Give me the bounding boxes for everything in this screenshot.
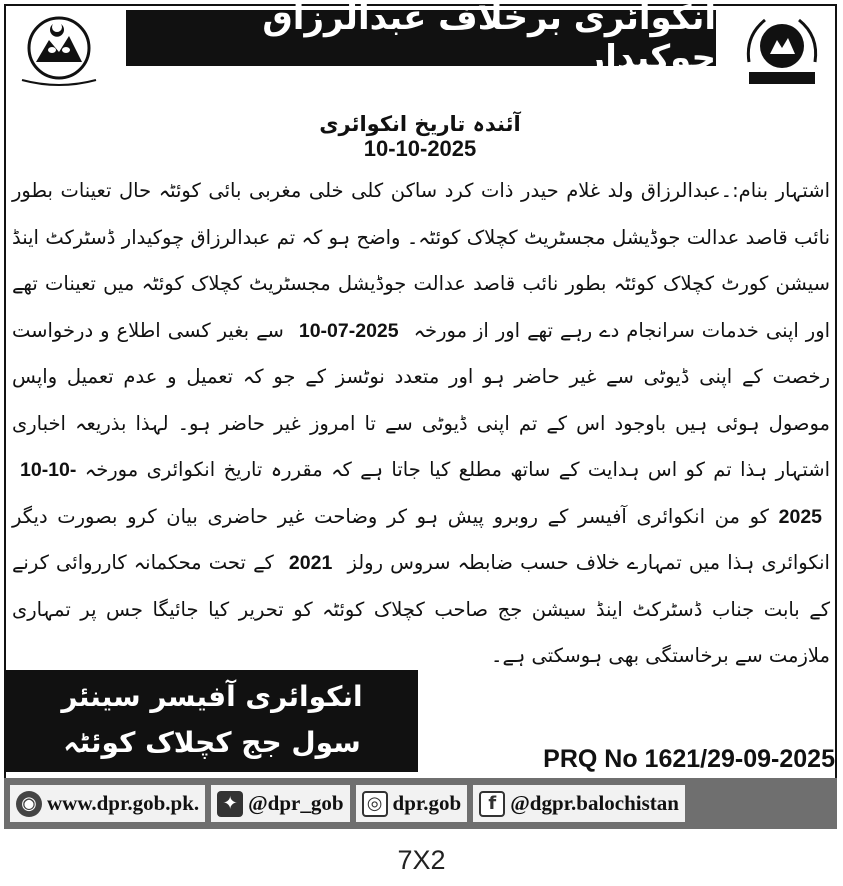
next-enquiry-label: آئندہ تاریخ انکوائری bbox=[319, 112, 521, 136]
body-line: عدالت جوڈیشل مجسٹریٹ کچلاک کوئٹہ۔ واضح ہو کہ تم عبدالرزاق چوکیدار ڈسٹرکٹ اینڈ سیشن کورٹ کچلاک bbox=[12, 225, 831, 295]
facebook-icon: f bbox=[479, 791, 505, 817]
body-line: اشتہار بنام:۔عبدالرزاق ولد غلام حیدر ذات کرد ساکن کلی خلی مغربی بائی کوئٹہ حال تعینات بطور نائب قاصد bbox=[12, 179, 830, 249]
next-enquiry-date-value: 10-10-2025 bbox=[363, 136, 477, 161]
twitter-text: @dpr_gob bbox=[248, 791, 344, 815]
instagram-text: dpr.gob bbox=[392, 791, 462, 815]
globe-icon: ◉ bbox=[16, 791, 42, 817]
officer-line-1: انکوائری آفیسر سینئر bbox=[61, 680, 363, 713]
body-line: کرنے کے بابت جناب ڈسٹرکٹ اینڈ سیشن جج صاحب کچلاک کوئٹہ کو تحریر کیا جائیگا جس پر تمہاری ملازمت bbox=[12, 551, 830, 667]
body-line: رہے تھے اور از مورخہ bbox=[413, 318, 593, 342]
dgpr-balochistan-logo bbox=[737, 10, 827, 90]
body-line: کو من انکوائری آفیسر کے روبرو پیش ہو کر وضاحت غیر حاضری بیان کرو bbox=[127, 504, 769, 528]
enquiry-date: 10-10-2025 bbox=[20, 459, 823, 528]
body-line: بصورت دیگر انکوائری ہذا میں تمہارے خلاف حسب ضابطہ سروس رولز bbox=[12, 504, 830, 574]
absent-since-date: 10-07-2025 bbox=[298, 319, 399, 342]
website-link[interactable] bbox=[10, 785, 205, 822]
body-line: حاضر ہو اور متعدد نوٹسز کے جو کہ تعمیل و عدم تعمیل واپس موصول ہوئی ہیں باوجود اس کے تم اپنی ڈیوٹی سے تا bbox=[12, 365, 830, 435]
next-enquiry-date bbox=[230, 112, 610, 162]
notice-title: انکوائری برخلاف عبدالرزاق چوکیدار bbox=[126, 10, 716, 66]
body-line: انکوائری مورخہ bbox=[84, 458, 216, 481]
balochistan-emblem-logo bbox=[14, 10, 104, 90]
facebook-text: @dgpr.balochistan bbox=[510, 791, 679, 815]
instagram-link[interactable] bbox=[356, 785, 468, 822]
facebook-link[interactable] bbox=[473, 785, 685, 822]
twitter-link[interactable] bbox=[211, 785, 349, 822]
social-footer bbox=[4, 778, 837, 829]
enquiry-officer-box bbox=[6, 670, 418, 772]
body-line: امروز غیر حاضر ہو۔ لہذا بذریعہ اخباری اشتہار ہذا تم کو اس ہدایت کے ساتھ مطلع کیا جاتا ہے کہ مقررہ تاریخ bbox=[12, 411, 831, 481]
rules-year: 2021 bbox=[288, 552, 333, 574]
body-line: سے برخاستگی بھی ہوسکتی ہے۔ bbox=[491, 644, 763, 667]
website-text: www.dpr.gob.pk. bbox=[47, 791, 200, 815]
twitter-icon: ✦ bbox=[217, 791, 243, 817]
instagram-icon: ◎ bbox=[362, 791, 388, 817]
body-line: سے بغیر کسی اطلاع و درخواست رخصت کے اپنی ڈیوٹی سے غیر bbox=[12, 318, 831, 388]
notice-body bbox=[12, 168, 830, 708]
body-line: کوئٹہ بطور نائب قاصد عدالت جوڈیشل مجسٹریٹ کچلاک کوئٹہ میں تعینات تھے اور اپنی خدمات سرانجام دے bbox=[12, 272, 831, 342]
prq-number: PRQ No 1621/29-09-2025 bbox=[543, 745, 835, 773]
ad-size-label: 7X2 bbox=[397, 845, 446, 875]
body-line: کے تحت محکمانہ کارروائی bbox=[56, 551, 274, 574]
officer-line-2: سول جج کچلاک کوئٹہ bbox=[63, 726, 361, 759]
